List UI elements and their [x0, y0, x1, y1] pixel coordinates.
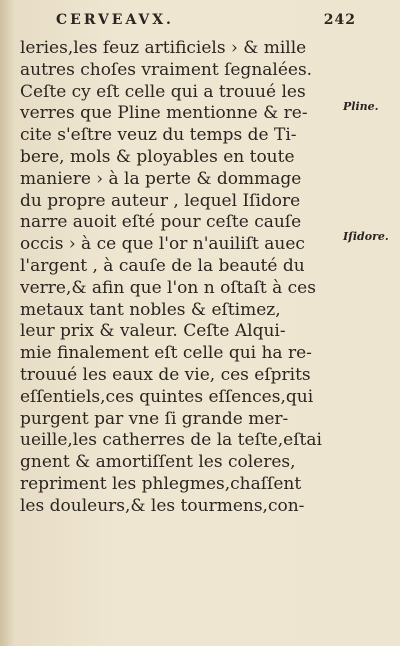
text-line: mie finalement eſt celle qui ha re- — [20, 343, 312, 364]
text-line: narre auoit eſté pour ceſte cauſe — [20, 212, 302, 233]
text-line: maniere › à la perte & dommage — [20, 168, 302, 189]
text-line: eſſentiels,ces quintes eſſences,qui — [20, 386, 314, 407]
body-text — [20, 38, 340, 518]
text-line: du propre auteur , lequel Iſidore — [20, 190, 301, 211]
text-line: Ceſte cy eſt celle qui a trouué les — [20, 81, 306, 102]
page-number: 242 — [323, 12, 356, 28]
text-line: ueille,les catherres de la teſte,eſtai — [20, 430, 322, 451]
running-title: CERVEAVX. — [56, 12, 174, 28]
text-line: bere, mols & ployables en toute — [20, 146, 295, 167]
text-line: metaux tant nobles & eſtimez, — [20, 299, 281, 320]
text-line: trouué les eaux de vie, ces eſprits — [20, 364, 311, 385]
text-line: leries,les feuz artificiels › & mille — [20, 38, 307, 58]
text-line: autres choſes vraiment ſegnalées. — [20, 59, 313, 80]
text-line: les douleurs,& les tourmens,con- — [20, 495, 305, 516]
margin-note-pline: Pline. — [343, 100, 379, 113]
text-line: verre,& afin que l'on n oſtaſt à ces — [20, 277, 316, 298]
text-line: repriment les phlegmes,chaſſent — [20, 473, 302, 494]
text-line: leur prix & valeur. Ceſte Alqui- — [20, 321, 286, 342]
text-line: cite s'eſtre veuz du temps de Ti- — [20, 125, 297, 146]
page-gutter — [0, 0, 14, 646]
text-line: gnent & amortiſſent les coleres, — [20, 452, 296, 473]
text-line: purgent par vne ſi grande mer- — [20, 408, 289, 429]
margin-note-isidore: Iſidore. — [343, 230, 389, 243]
text-line: verres que Pline mentionne & re- — [20, 103, 308, 124]
text-line: l'argent , à cauſe de la beauté du — [20, 255, 305, 276]
text-line: occis › à ce que l'or n'auiliſt auec — [20, 234, 305, 255]
